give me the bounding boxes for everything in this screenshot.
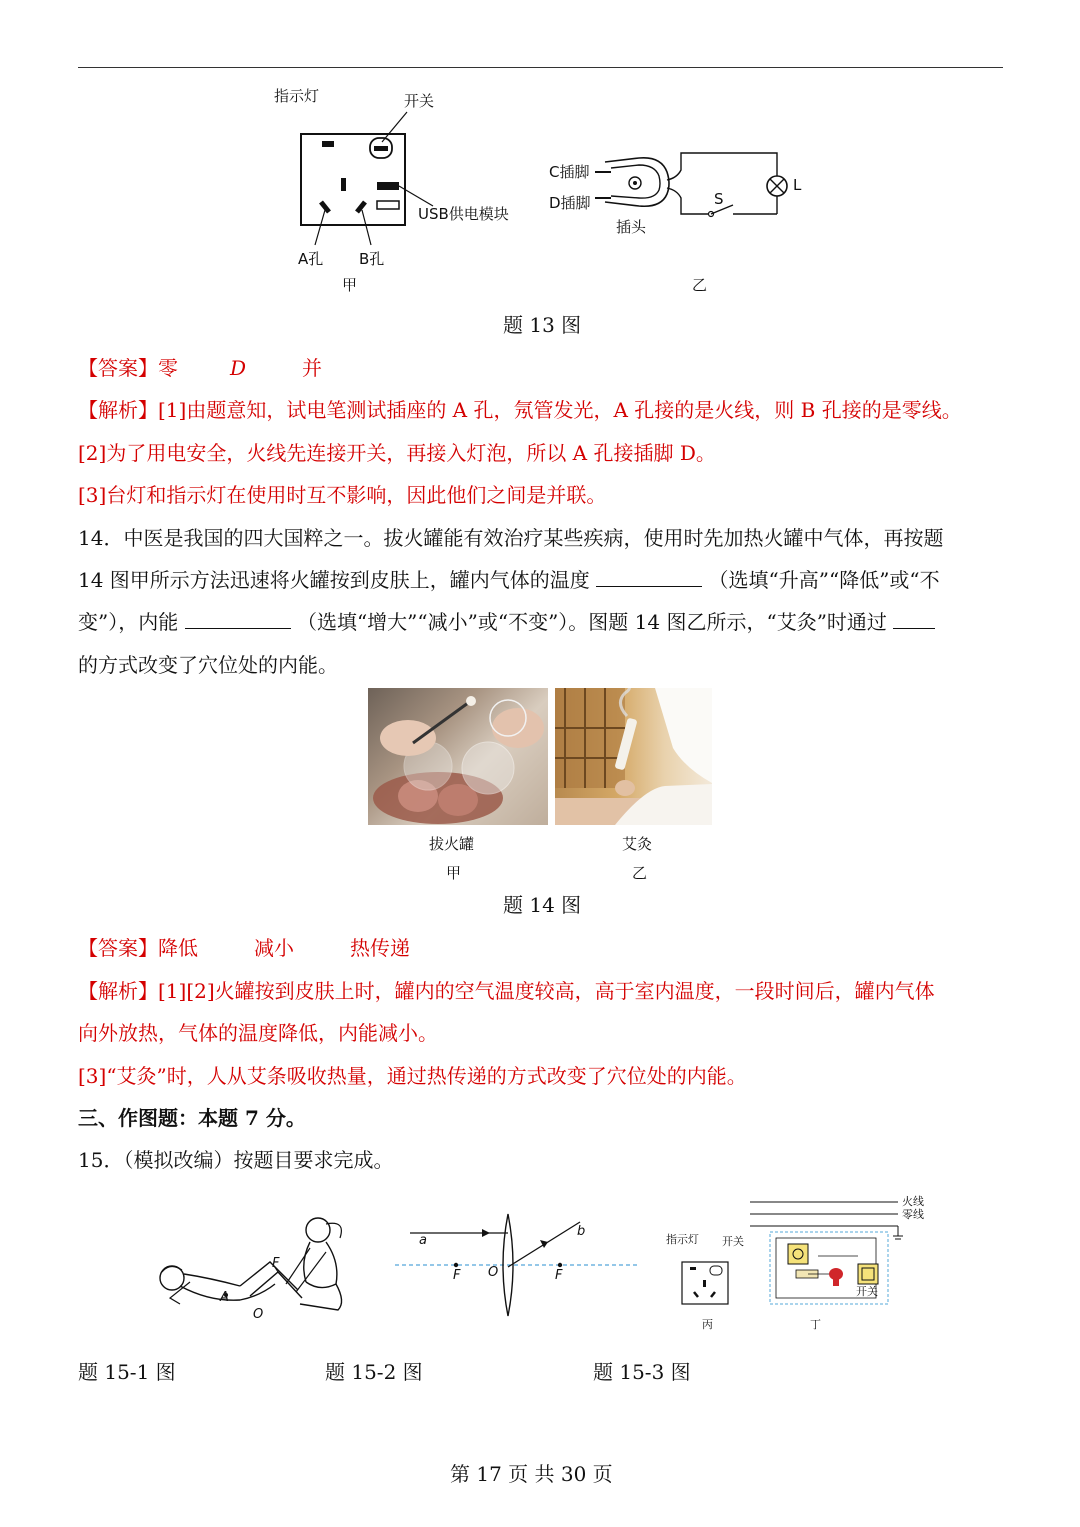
label-neutral-wire: 零线 bbox=[902, 1208, 924, 1221]
q14-line-1: 14．中医是我国的四大国粹之一。拔火罐能有效治疗某些疾病，使用时先加热火罐中气体，再按题 bbox=[78, 526, 944, 550]
q14-analysis-line-1 bbox=[78, 977, 935, 1005]
label-indicator: 指示灯 bbox=[274, 87, 320, 105]
label-moxibustion: 艾灸 bbox=[622, 835, 653, 853]
answer-blank-1[interactable] bbox=[596, 566, 702, 587]
sub-label-yi-14: 乙 bbox=[632, 864, 648, 882]
label-optical-center: O bbox=[488, 1265, 499, 1280]
label-focus-right: F bbox=[555, 1268, 563, 1283]
photo-cupping bbox=[368, 688, 548, 825]
q14-line-2-text: 14 图甲所示方法迅速将火罐按到皮肤上，罐内气体的温度 bbox=[78, 568, 590, 592]
q15-stem: 15．（模拟改编）按题目要求完成。 bbox=[78, 1148, 394, 1172]
figure-15-3-wiring bbox=[748, 1196, 908, 1311]
q13-analysis-line-2: [2]为了用电安全，火线先连接开关，再接入灯泡，所以 A 孔接插脚 D。 bbox=[78, 441, 716, 465]
answer-label: 【答案】 bbox=[78, 356, 158, 380]
answer-3: 热传递 bbox=[350, 936, 410, 960]
sub-label-ding: 丁 bbox=[810, 1318, 821, 1331]
answer-blank-3[interactable] bbox=[893, 608, 935, 629]
label-ray-b: b bbox=[577, 1224, 586, 1239]
q14-analysis-line-3: [3]“艾灸”时，人从艾条吸收热量，通过热传递的方式改变了穴位处的内能。 bbox=[78, 1064, 747, 1088]
label-lamp-l: L bbox=[793, 176, 802, 194]
label-switch-ding: 开关 bbox=[856, 1285, 878, 1298]
figure-14-caption: 题 14 图 bbox=[503, 893, 582, 917]
label-usb-module: USB供电模块 bbox=[418, 205, 509, 223]
figure-15-1-drawing bbox=[150, 1212, 360, 1322]
q14-line-3-text: 变”），内能 bbox=[78, 610, 179, 634]
label-plug: 插头 bbox=[616, 218, 647, 236]
analysis-text: [1]由题意知，试电笔测试插座的 A 孔，氖管发光，A 孔接的是火线，则 B 孔接的是零线。 bbox=[158, 398, 962, 422]
section-3-heading: 三、作图题：本题 7 分。 bbox=[78, 1106, 306, 1130]
sub-label-jia: 甲 bbox=[342, 276, 358, 294]
q13-answer bbox=[78, 354, 322, 382]
label-point-o: O bbox=[253, 1307, 264, 1322]
analysis-label: 【解析】 bbox=[78, 398, 158, 422]
answer-1: 降低 bbox=[158, 936, 198, 960]
q14-line-3-options: （选填“增大”“减小”或“不变”）。图题 14 图乙所示，“艾灸”时通过 bbox=[296, 610, 887, 634]
figure-15-3-caption: 题 15-3 图 bbox=[593, 1360, 691, 1384]
answer-3: 并 bbox=[302, 356, 323, 380]
label-switch-s: S bbox=[714, 190, 724, 208]
figure-15-2-lens-diagram bbox=[390, 1210, 650, 1320]
q13-analysis-line-3: [3]台灯和指示灯在使用时互不影响，因此他们之间是并联。 bbox=[78, 483, 607, 507]
figure-15-1-caption: 题 15-1 图 bbox=[78, 1360, 176, 1384]
sub-label-yi: 乙 bbox=[692, 276, 708, 294]
analysis-label: 【解析】 bbox=[78, 979, 158, 1003]
answer-1: 零 bbox=[158, 356, 178, 380]
page-footer: 第 17 页 共 30 页 bbox=[450, 1462, 613, 1486]
answer-2: D bbox=[230, 356, 247, 380]
plug-circuit-diagram bbox=[595, 150, 810, 225]
figure-15-3-socket bbox=[680, 1258, 732, 1306]
label-hole-b: B孔 bbox=[359, 250, 385, 268]
q14-analysis-line-2: 向外放热，气体的温度降低，内能减小。 bbox=[78, 1021, 438, 1045]
label-ray-a: a bbox=[419, 1233, 427, 1248]
figure-13-caption: 题 13 图 bbox=[503, 313, 582, 337]
label-live-wire: 火线 bbox=[902, 1195, 924, 1208]
label-switch: 开关 bbox=[404, 92, 435, 110]
label-cupping: 拔火罐 bbox=[429, 835, 475, 853]
label-point-a: A bbox=[220, 1290, 229, 1305]
label-pin-d: D插脚 bbox=[549, 194, 591, 212]
photo-moxibustion bbox=[555, 688, 712, 825]
q14-answer bbox=[78, 934, 410, 962]
q13-analysis-line-1 bbox=[78, 396, 962, 424]
q14-line-2 bbox=[78, 566, 940, 594]
label-hole-a: A孔 bbox=[298, 250, 324, 268]
answer-2: 减小 bbox=[254, 936, 294, 960]
answer-label: 【答案】 bbox=[78, 936, 158, 960]
analysis-text: [1][2]火罐按到皮肤上时，罐内的空气温度较高，高于室内温度，一段时间后，罐内气体 bbox=[158, 979, 935, 1003]
sub-label-bing: 丙 bbox=[702, 1318, 713, 1331]
answer-blank-2[interactable] bbox=[185, 608, 291, 629]
sub-label-jia-14: 甲 bbox=[446, 864, 462, 882]
label-switch-15: 开关 bbox=[722, 1235, 744, 1248]
q14-line-4: 的方式改变了穴位处的内能。 bbox=[78, 653, 338, 677]
header-rule bbox=[78, 67, 1003, 68]
figure-15-2-caption: 题 15-2 图 bbox=[325, 1360, 423, 1384]
label-force-f: F bbox=[272, 1256, 280, 1271]
socket-diagram bbox=[295, 120, 435, 230]
label-indicator-15: 指示灯 bbox=[666, 1233, 699, 1246]
label-focus-left: F bbox=[453, 1268, 461, 1283]
q14-line-3 bbox=[78, 608, 935, 636]
label-pin-c: C插脚 bbox=[549, 163, 590, 181]
q14-line-2-options: （选填“升高”“降低”或“不 bbox=[708, 568, 940, 592]
